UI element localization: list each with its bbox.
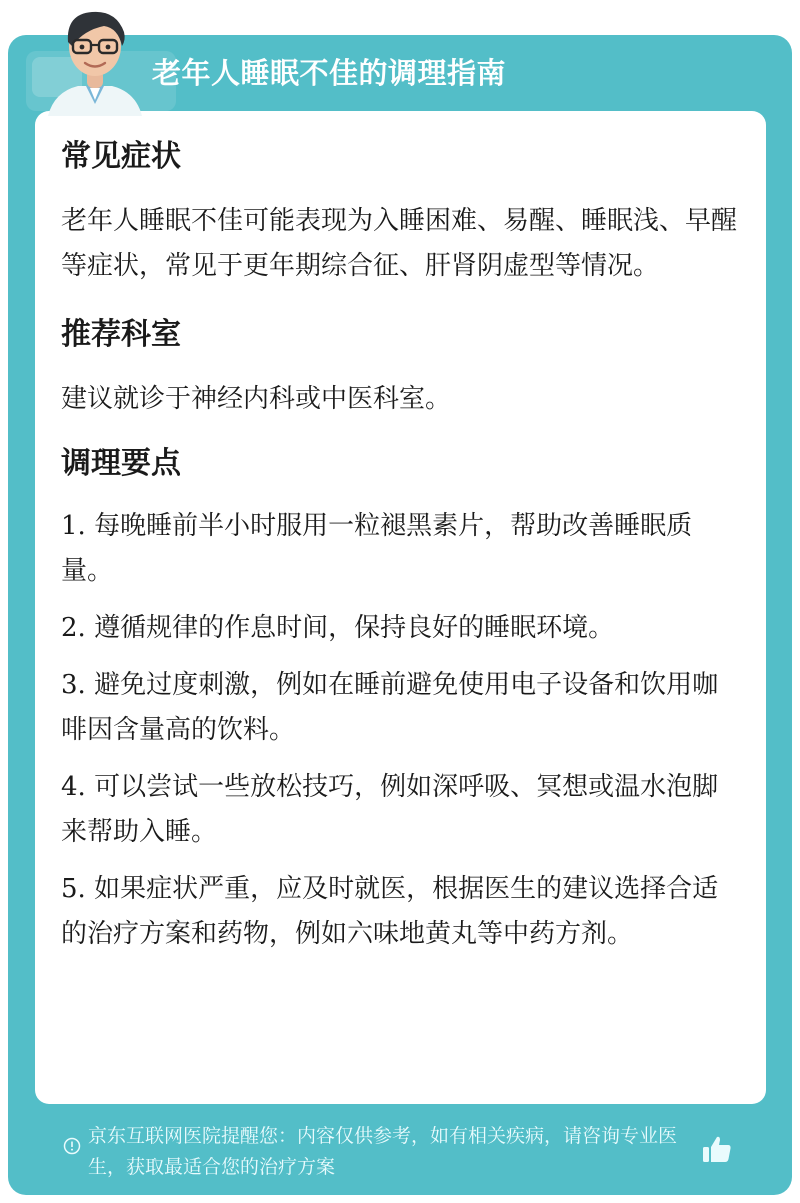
list-item (61, 504, 740, 594)
department-heading: 推荐科室 (61, 317, 181, 352)
list-item-number: 5. (61, 874, 86, 904)
list-item-text: 如果症状严重，应及时就医，根据医生的建议选择合适的治疗方案和药物，例如六味地黄丸等中药方剂。 (61, 874, 719, 949)
list-item-number: 4. (61, 772, 86, 802)
list-item (61, 867, 740, 957)
list-item-number: 3. (61, 670, 86, 700)
list-item-text: 遵循规律的作息时间，保持良好的睡眠环境。 (85, 613, 615, 643)
list-item (61, 765, 740, 855)
footer (8, 1115, 792, 1195)
guide-card-frame (8, 35, 792, 1195)
list-item-text: 可以尝试一些放松技巧，例如深呼吸、冥想或温水泡脚来帮助入睡。 (61, 772, 719, 847)
department-text: 建议就诊于神经内科或中医科室。 (61, 384, 452, 414)
list-item-number: 1. (61, 511, 86, 541)
list-item-number: 2. (61, 613, 86, 643)
care-heading: 调理要点 (61, 446, 181, 481)
symptoms-heading: 常见症状 (61, 139, 181, 174)
care-list (61, 504, 740, 957)
doctor-avatar-icon (40, 0, 150, 116)
list-item (61, 606, 740, 651)
info-icon (63, 1137, 81, 1155)
disclaimer-text: 京东互联网医院提醒您：内容仅供参考，如有相关疾病，请咨询专业医生，获取最适合您的治疗方案 (88, 1125, 678, 1178)
list-item-text: 避免过度刺激，例如在睡前避免使用电子设备和饮用咖啡因含量高的饮料。 (61, 670, 719, 745)
content-card (35, 111, 766, 1104)
symptoms-text: 老年人睡眠不佳可能表现为入睡困难、易醒、睡眠浅、早醒等症状，常见于更年期综合征、肝肾阴虚型等情况。 (61, 206, 738, 281)
thumbs-up-icon[interactable] (700, 1133, 734, 1167)
page-title: 老年人睡眠不佳的调理指南 (152, 56, 507, 90)
list-item (61, 663, 740, 753)
list-item-text: 每晚睡前半小时服用一粒褪黑素片，帮助改善睡眠质量。 (61, 511, 693, 586)
